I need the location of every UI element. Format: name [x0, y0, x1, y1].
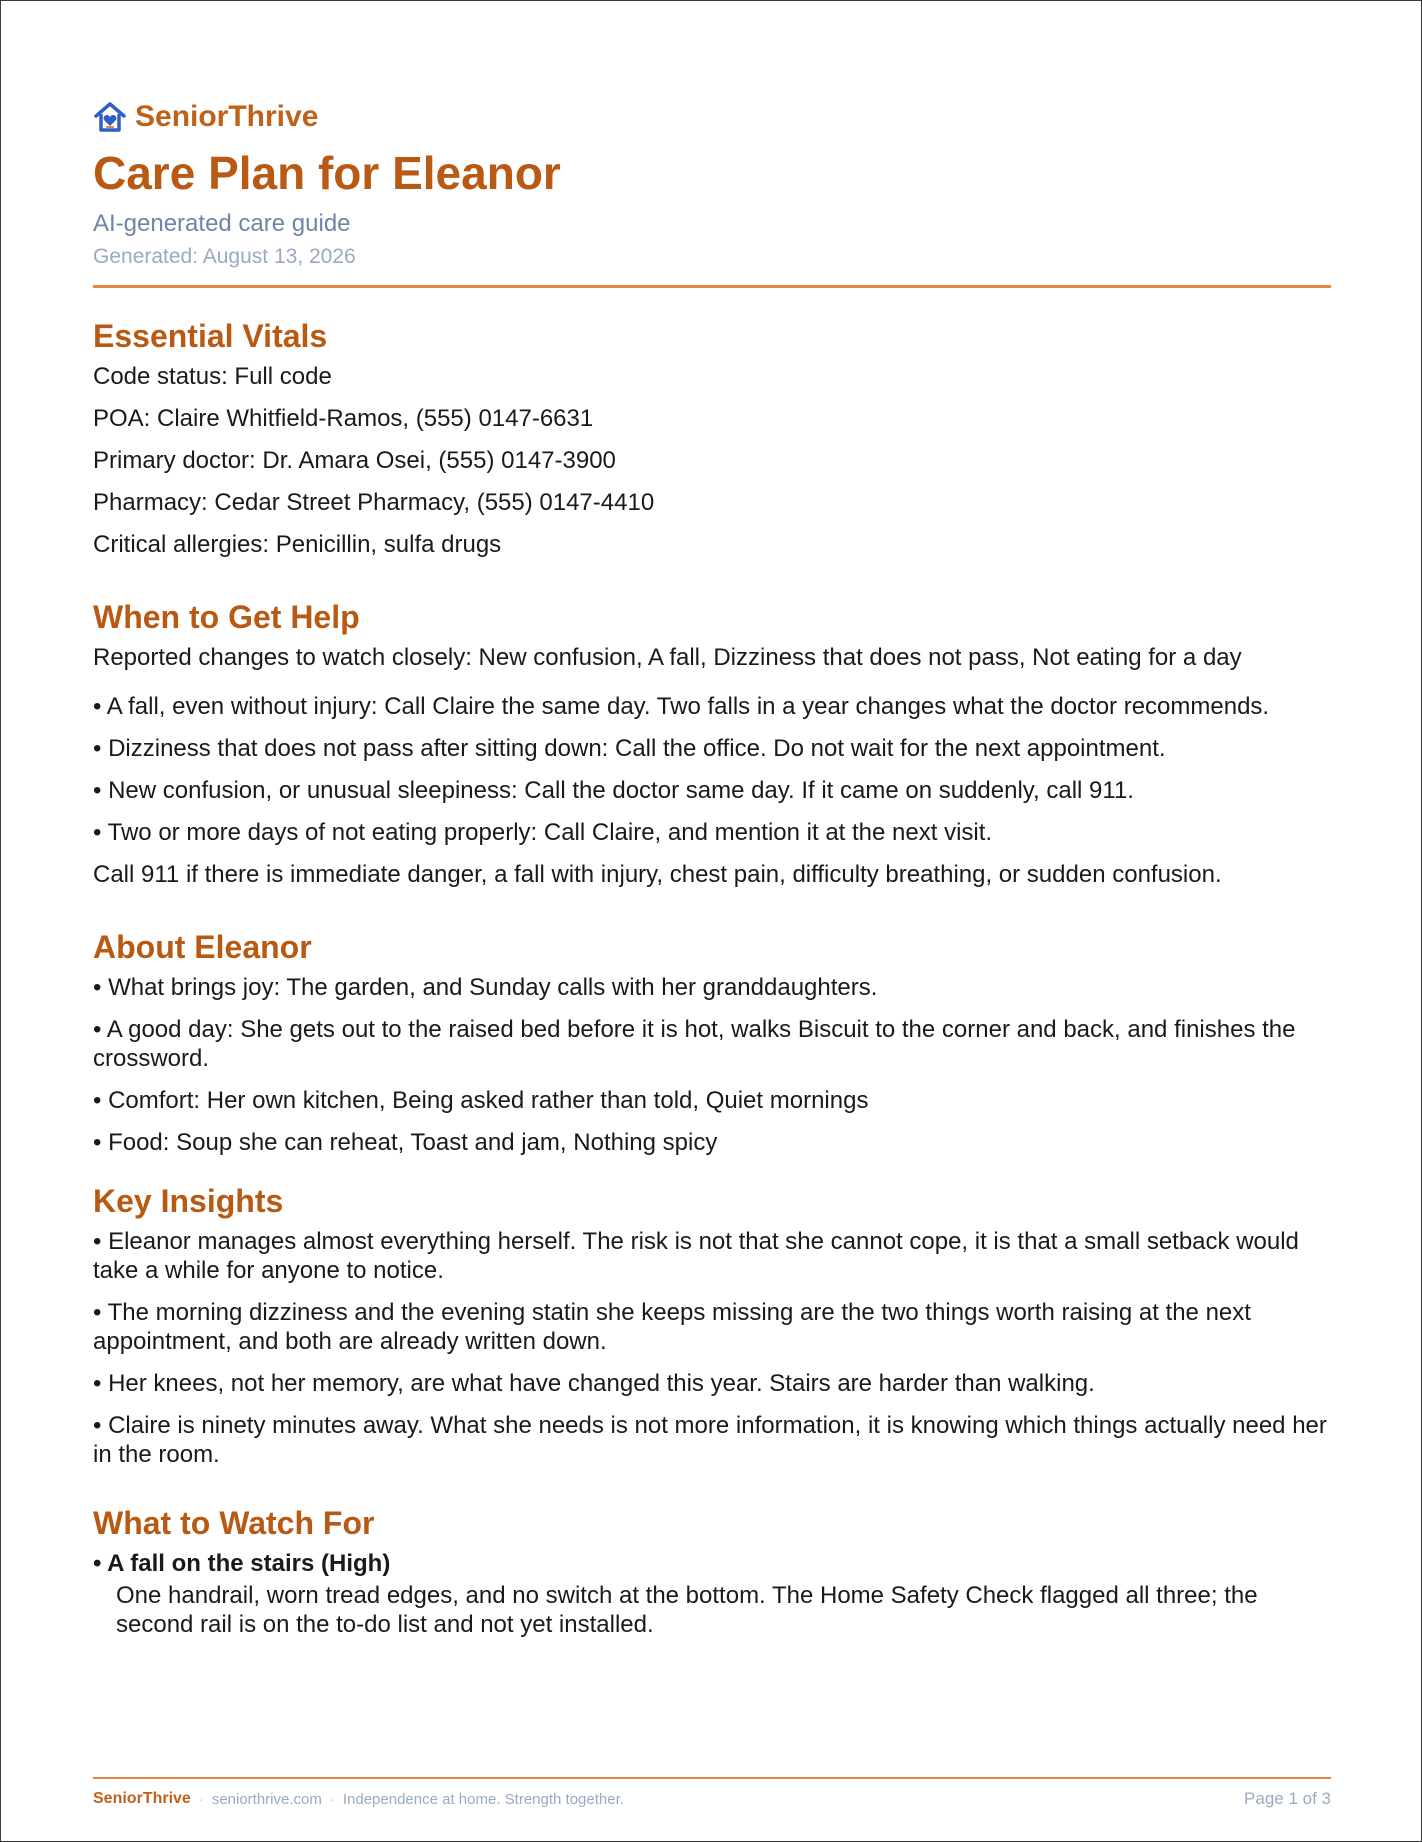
list-item: • Eleanor manages almost everything herself. The risk is not that she cannot cope, it is that a small setback would take a while for anyone to notice.	[93, 1228, 1299, 1284]
list-item: • The morning dizziness and the evening statin she keeps missing are the two things worth raising at the next appointment, and both are already written down.	[93, 1299, 1251, 1355]
section-heading: What to Watch For	[93, 1505, 375, 1541]
vital-poa: POA: Claire Whitfield-Ramos, (555) 0147-6631	[93, 405, 594, 432]
watch-item	[93, 1549, 1333, 1639]
list-item: • What brings joy: The garden, and Sunday calls with her granddaughters.	[93, 974, 878, 1001]
list-item: • Two or more days of not eating properly: Call Claire, and mention it at the next visit.	[93, 819, 993, 846]
page-footer	[93, 1777, 1331, 1809]
brand-name: SeniorThrive	[135, 100, 319, 133]
list-item: • Comfort: Her own kitchen, Being asked rather than told, Quiet mornings	[93, 1087, 869, 1114]
list-item: • Claire is ninety minutes away. What she needs is not more information, it is knowing which things actually need her in the room.	[93, 1412, 1327, 1468]
section-about-eleanor	[93, 927, 1333, 1157]
watch-item-description: One handrail, worn tread edges, and no switch at the bottom. The Home Safety Check flagged all three; the second rail is on the to-do list and not yet installed.	[116, 1582, 1258, 1638]
list-item: • New confusion, or unusual sleepiness: Call the doctor same day. If it came on suddenly, call 911.	[93, 777, 1134, 804]
generated-date: Generated: August 13, 2026	[93, 245, 356, 268]
list-item: • A fall, even without injury: Call Claire the same day. Two falls in a year changes what the doctor recommends.	[93, 693, 1270, 720]
footer-brand: SeniorThrive	[93, 1790, 191, 1807]
vital-allergies: Critical allergies: Penicillin, sulfa drugs	[93, 531, 502, 558]
footer-site: seniorthrive.com	[211, 1790, 322, 1808]
list-item: • Food: Soup she can reheat, Toast and jam, Nothing spicy	[93, 1129, 718, 1156]
page-number: Page 1 of 3	[1244, 1789, 1331, 1808]
section-heading: About Eleanor	[93, 929, 312, 965]
page-subtitle: AI-generated care guide	[93, 210, 351, 237]
vital-code-status: Code status: Full code	[93, 363, 332, 390]
page-content	[93, 97, 1333, 1639]
help-intro: Reported changes to watch closely: New confusion, A fall, Dizziness that does not pass, Not eating for a day	[93, 644, 1242, 671]
list-item: • Dizziness that does not pass after sitting down: Call the office. Do not wait for the next appointment.	[93, 735, 1166, 762]
section-what-to-watch-for	[93, 1503, 1333, 1639]
house-heart-icon	[93, 100, 127, 134]
emergency-note: Call 911 if there is immediate danger, a fall with injury, chest pain, difficulty breathing, or sudden confusion.	[93, 861, 1222, 888]
footer-left	[93, 1790, 624, 1808]
section-essential-vitals	[93, 316, 1333, 559]
list-item: • A good day: She gets out to the raised bed before it is hot, walks Biscuit to the corner and back, and finishes the crossword.	[93, 1016, 1296, 1072]
watch-item-title: • A fall on the stairs (High)	[93, 1550, 391, 1577]
brand-header	[93, 97, 1333, 137]
footer-tagline: Independence at home. Strength together.	[342, 1790, 624, 1808]
header-divider	[93, 285, 1331, 288]
footer-separator: ·	[329, 1790, 335, 1808]
section-heading: When to Get Help	[93, 599, 360, 635]
section-when-to-get-help	[93, 597, 1333, 889]
list-item: • Her knees, not her memory, are what have changed this year. Stairs are harder than walking.	[93, 1370, 1095, 1397]
page-title: Care Plan for Eleanor	[93, 147, 561, 199]
vital-pharmacy: Pharmacy: Cedar Street Pharmacy, (555) 0147-4410	[93, 489, 655, 516]
footer-separator: ·	[198, 1790, 204, 1808]
section-key-insights	[93, 1181, 1333, 1469]
section-heading: Essential Vitals	[93, 318, 328, 354]
vital-primary-doctor: Primary doctor: Dr. Amara Osei, (555) 0147-3900	[93, 447, 616, 474]
section-heading: Key Insights	[93, 1183, 284, 1219]
